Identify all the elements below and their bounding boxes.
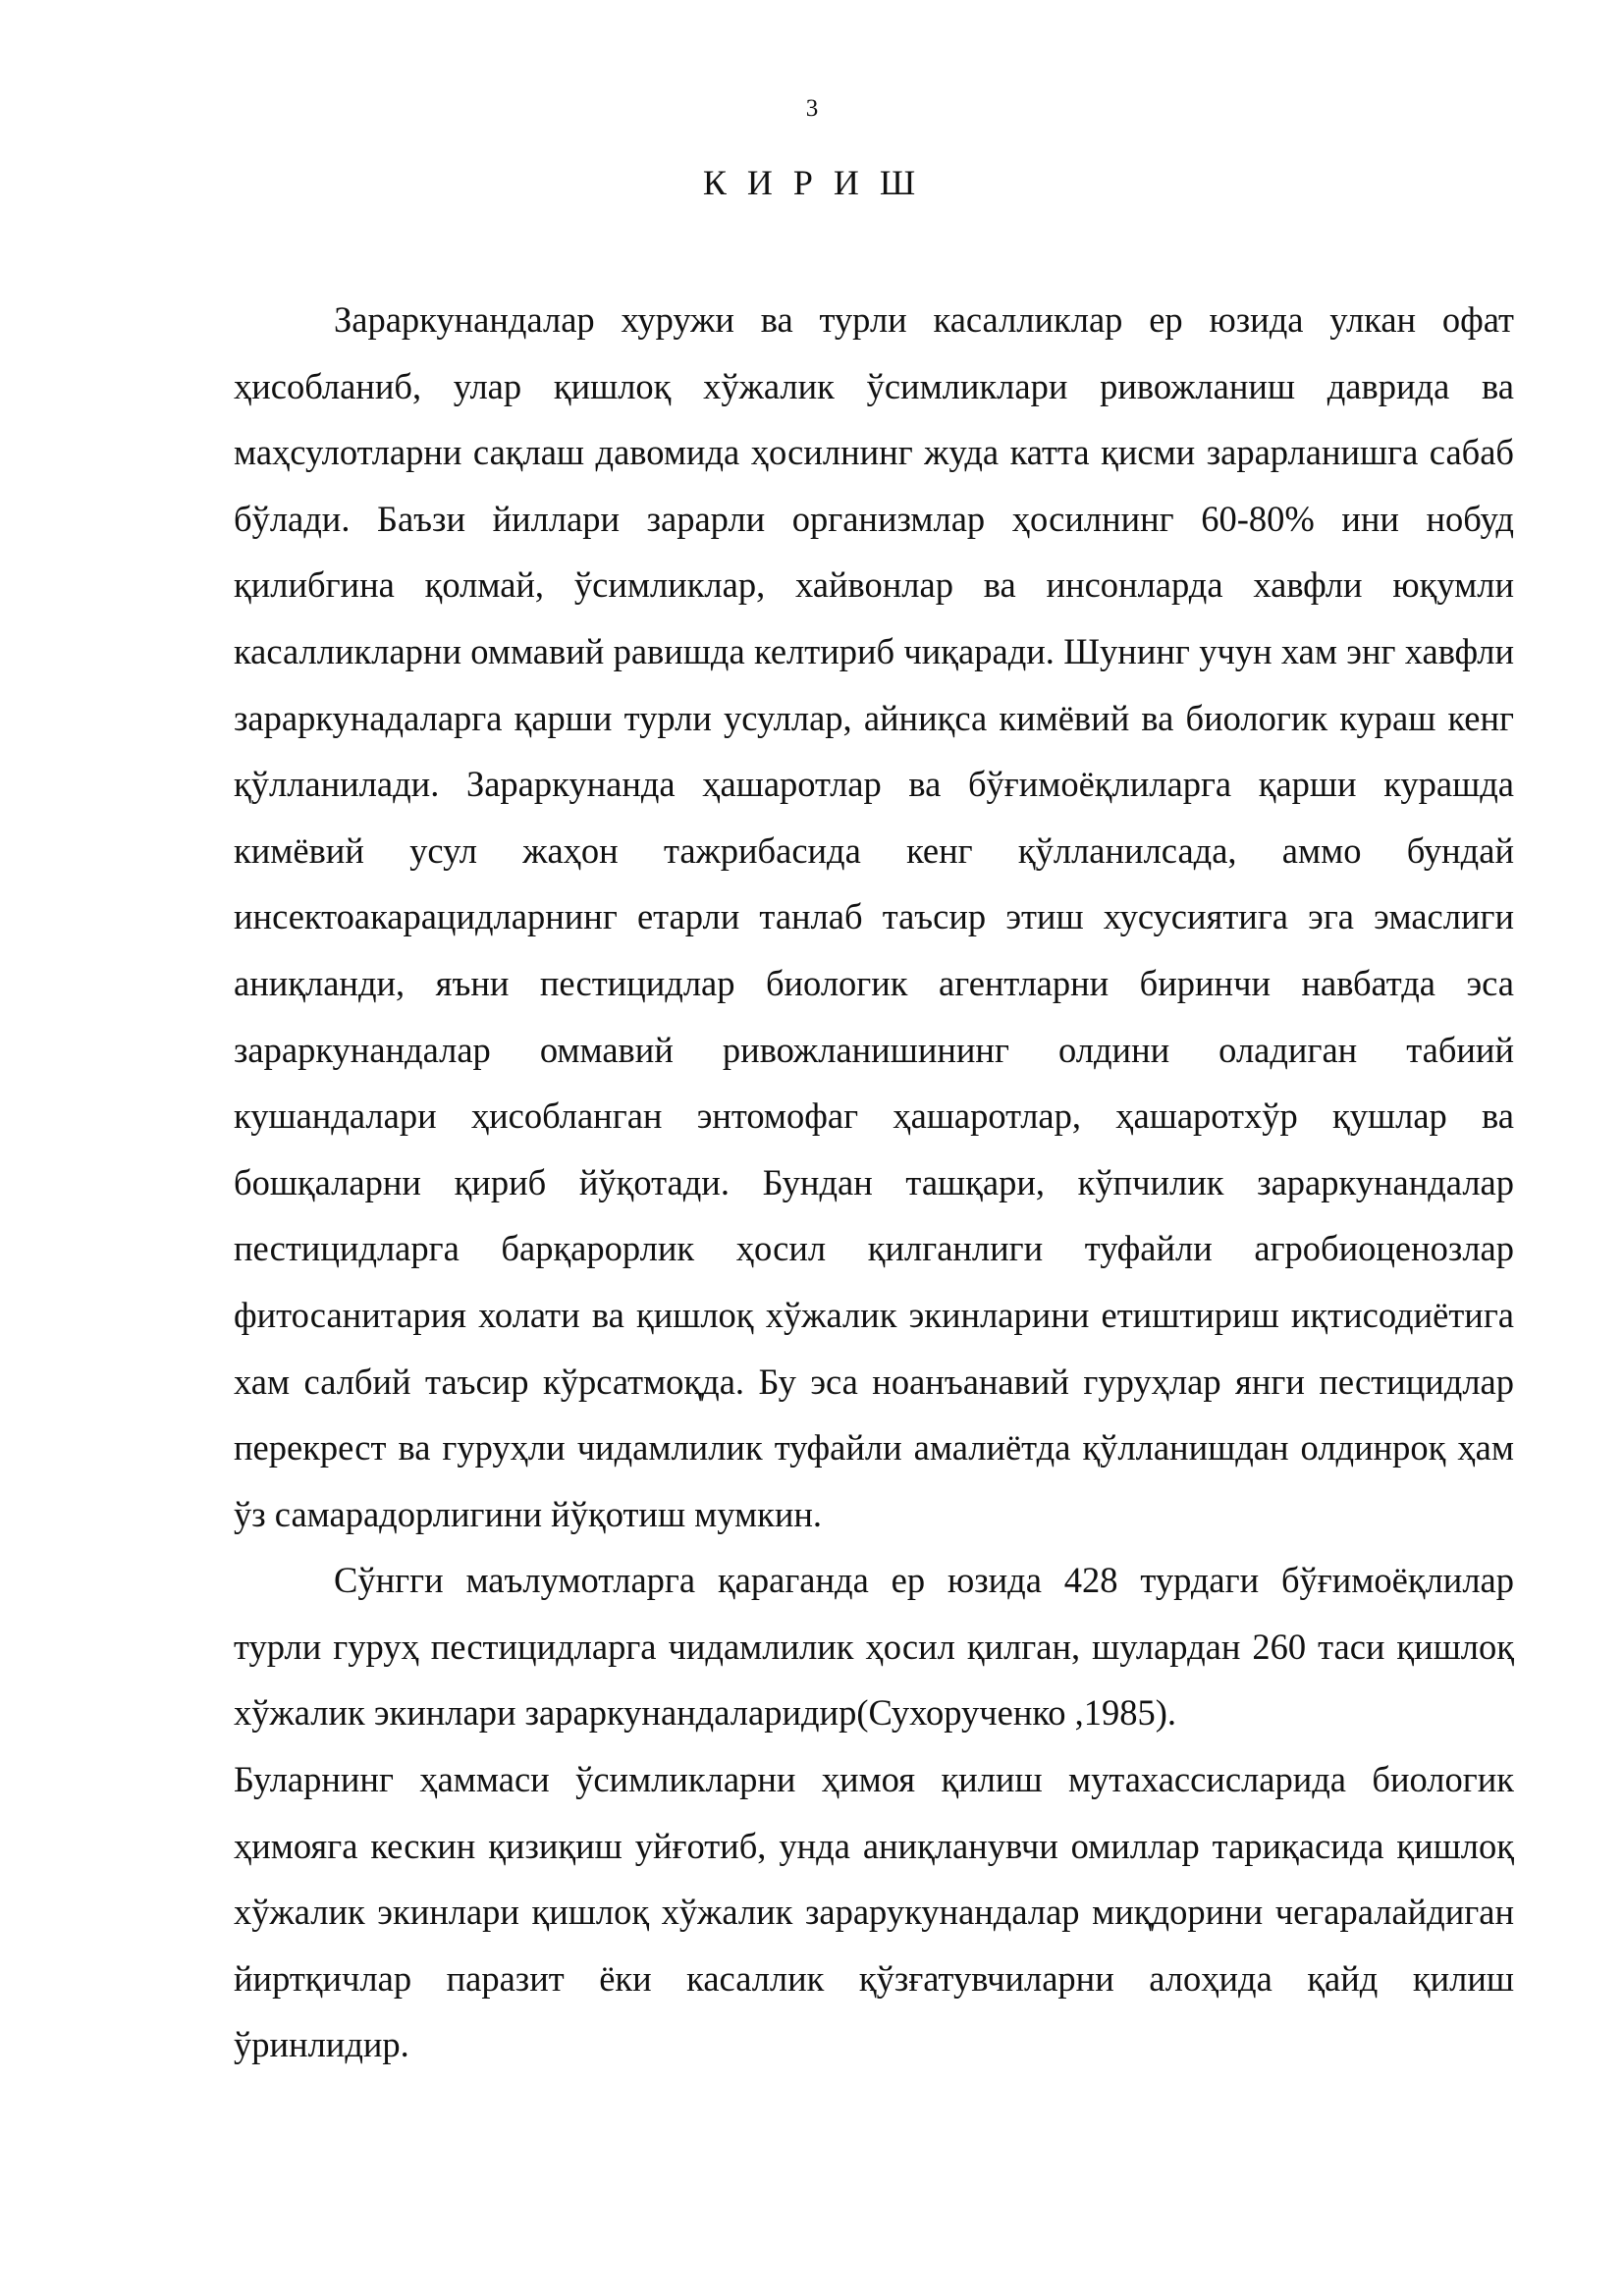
paragraph-3: Буларнинг ҳаммаси ўсимликларни ҳимоя қилиш мутахассисларида биологик ҳимояга кескин қизиқиш уйғотиб, унда аниқланувчи омиллар тариқасида қишлоқ хўжалик экинлари қишлоқ хўжалик зарарукунандалар миқдорини чегаралайдиган йиртқичлар паразит ёки касаллик қўзғатувчиларни алоҳида қайд қилиш ўринлидир. [234, 1759, 1514, 2065]
page-number: 3 [805, 95, 819, 122]
paragraph-2: Сўнгги маълумотларга қараганда ер юзида 428 турдаги бўғимоёқлилар турли гуруҳ пестицидларга чидамлилик ҳосил қилган, шулардан 260 таси қишлоқ хўжалик экинлари зараркунандаларидир(Сухорученко ,1985). [234, 1560, 1514, 1734]
section-heading: К И Р И Ш [702, 163, 922, 202]
body-text [234, 287, 1514, 2078]
paragraph-1: Зараркунандалар хуружи ва турли касалликлар ер юзида улкан офат ҳисобланиб, улар қишлоқ хўжалик ўсимликлари ривожланиш даврида ва маҳсулотларни сақлаш давомида ҳосилнинг жуда катта қисми зарарланишга сабаб бўлади. Баъзи йиллари зарарли организмлар ҳосилнинг 60-80% ини нобуд қилибгина қолмай, ўсимликлар, хайвонлар ва инсонларда хавфли юқумли касалликларни оммавий равишда келтириб чиқаради. Шунинг учун хам энг хавфли зараркунадаларга қарши турли усуллар, айниқса кимёвий ва биологик кураш кенг қўлланилади. Зараркунанда ҳашаротлар ва бўғимоёқлиларга қарши курашда кимёвий усул жаҳон тажрибасида кенг қўлланилсада, аммо бундай инсектоакарацидларнинг етарли танлаб таъсир этиш хусусиятига эга эмаслиги аниқланди, яъни пестицидлар биологик агентларни биринчи навбатда эса зараркунандалар оммавий ривожланишининг олдини оладиган табиий кушандалари ҳисобланган энтомофаг ҳашаротлар, ҳашаротхўр қушлар ва бошқаларни қириб йўқотади. Бундан ташқари, кўпчилик зараркунандалар пестицидларга барқарорлик ҳосил қилганлиги туфайли агробиоценозлар фитосанитария холати ва қишлоқ хўжалик экинларини етиштириш иқтисодиётига хам салбий таъсир кўрсатмоқда. Бу эса ноанъанавий гуруҳлар янги пестицидлар перекрест ва гуруҳли чидамлилик туфайли амалиётда қўлланишдан олдинроқ ҳам ўз самарадорлигини йўқотиш мумкин. [234, 299, 1514, 1534]
